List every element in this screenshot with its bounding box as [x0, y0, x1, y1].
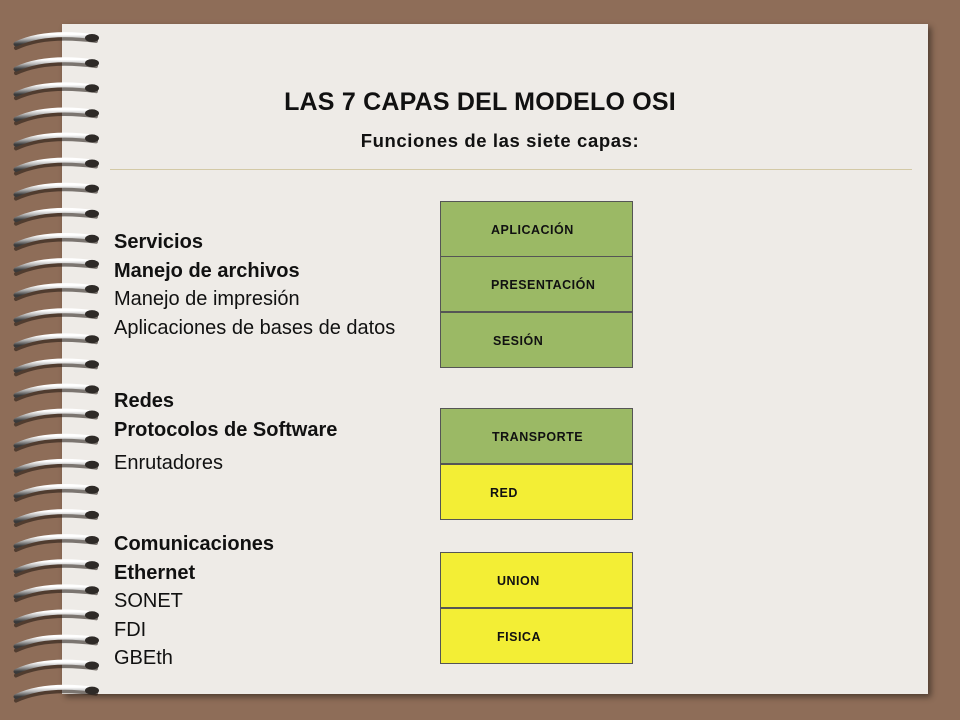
spiral-ring [16, 335, 99, 349]
spiral-ring [16, 411, 99, 425]
spiral-ring [16, 436, 99, 450]
spiral-ring [16, 511, 99, 525]
spiral-ring [16, 310, 99, 324]
layer-transport [440, 408, 633, 464]
layer-session [440, 312, 633, 368]
communications-item: GBEth [114, 647, 173, 669]
page-subtitle: Funciones de las siete capas: [360, 130, 640, 151]
spiral-ring [16, 486, 99, 500]
spiral-ring [16, 34, 99, 48]
spiral-ring [16, 561, 99, 575]
spiral-ring [16, 385, 99, 399]
divider [110, 169, 912, 170]
services-group [114, 228, 399, 342]
network-heading: Redes [114, 390, 175, 412]
communications-item: SONET [114, 590, 183, 612]
spiral-ring [16, 285, 99, 299]
page-title: LAS 7 CAPAS DEL MODELO OSI [284, 88, 676, 116]
services-item: Manejo de archivos [114, 259, 300, 282]
spiral-ring [16, 662, 99, 676]
spiral-ring [16, 360, 99, 374]
layer-presentation [440, 256, 633, 312]
spiral-ring [16, 611, 99, 625]
layer-data-link [440, 552, 633, 608]
spiral-ring [16, 586, 99, 600]
communications-group [114, 530, 414, 673]
spiral-ring [16, 59, 99, 73]
layer-label: TRANSPORTE [492, 430, 584, 444]
services-item: Manejo de impresión [114, 288, 300, 310]
communications-item: FDI [114, 618, 147, 641]
network-item: Protocolos de Software [114, 418, 338, 441]
layer-label: APLICACIÓN [491, 223, 574, 237]
layer-label: PRESENTACIÓN [491, 278, 596, 292]
layer-label: RED [490, 486, 518, 500]
services-item: Aplicaciones de bases de datos [114, 316, 396, 339]
network-group [114, 387, 414, 478]
spiral-ring [16, 210, 99, 224]
network-item: Enrutadores [114, 452, 223, 474]
layer-application [440, 201, 633, 257]
spiral-ring [16, 160, 99, 174]
communications-item: Ethernet [114, 561, 196, 584]
layer-label: UNION [497, 574, 540, 588]
spiral-ring [16, 536, 99, 550]
layer-physical [440, 608, 633, 664]
communications-heading: Comunicaciones [114, 533, 275, 555]
spiral-ring [16, 185, 99, 199]
services-heading: Servicios [114, 231, 203, 253]
layer-label: SESIÓN [493, 334, 544, 348]
spiral-ring [16, 235, 99, 249]
spiral-ring [16, 636, 99, 650]
spiral-ring [16, 461, 99, 475]
layer-network [440, 464, 633, 520]
layer-label: FISICA [497, 630, 541, 644]
spiral-ring [16, 687, 99, 701]
spiral-ring [16, 260, 99, 274]
